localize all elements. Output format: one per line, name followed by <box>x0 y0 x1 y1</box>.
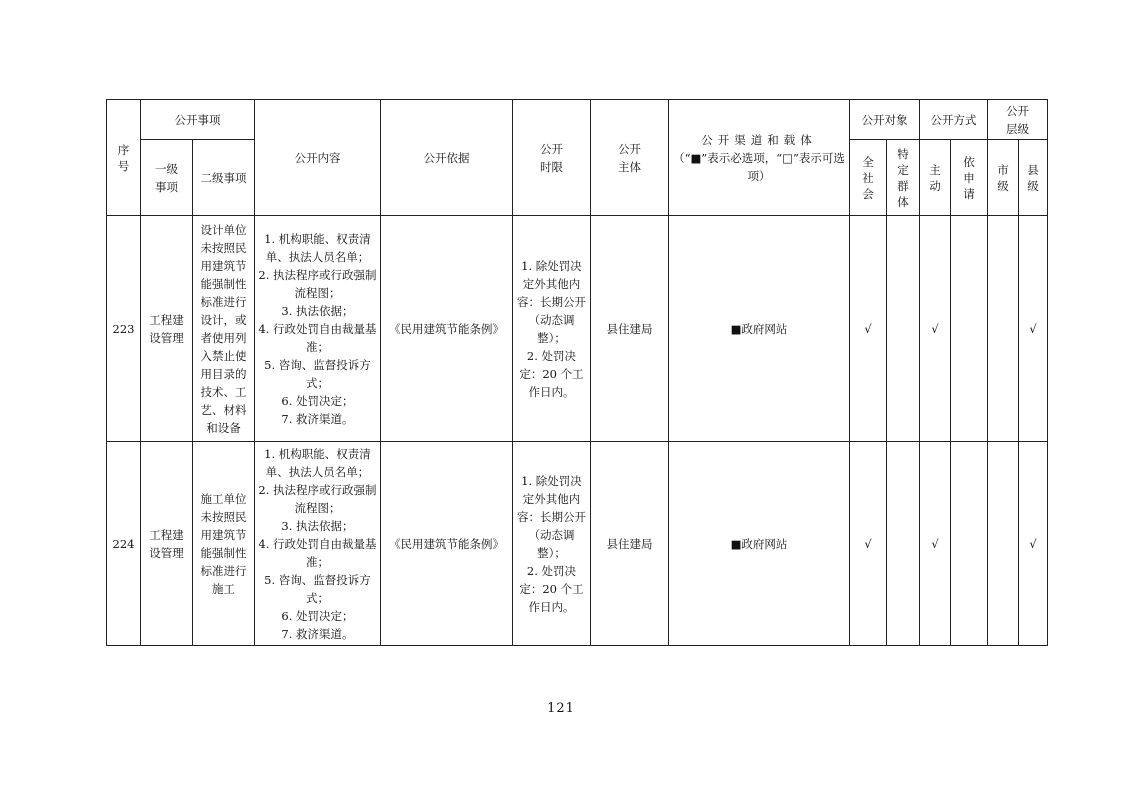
page-number: 121 <box>547 701 575 716</box>
content-item: 1. 机构职能、权责清单、执法人员名单； <box>264 446 371 479</box>
row-content <box>255 442 381 646</box>
content-item: 2. 执法程序或行政强制流程图； <box>258 482 377 515</box>
row-subject: 县住建局 <box>591 216 669 442</box>
header-row-1 <box>107 100 1048 140</box>
header-basis: 公开依据 <box>381 100 513 216</box>
time-limit-item: 2. 处罚决定：20 个工作日内。 <box>519 563 584 614</box>
row-seq: 223 <box>107 216 141 442</box>
time-limit-item: 2. 处罚决定：20 个工作日内。 <box>519 348 584 399</box>
header-audience-specific: 特定群体 <box>887 140 920 216</box>
row-level1: 工程建设管理 <box>141 216 193 442</box>
row-method-request <box>951 442 988 646</box>
row-time-limit <box>513 442 591 646</box>
row-audience-specific <box>887 216 920 442</box>
channel-title: 公开渠道和载体 <box>701 132 817 147</box>
header-method-group: 公开方式 <box>920 100 988 140</box>
table-row <box>107 442 1048 646</box>
row-level2: 施工单位未按照民用建筑节能强制性标准进行施工 <box>193 442 255 646</box>
header-audience-all: 全社会 <box>850 140 887 216</box>
row-channel: ■政府网站 <box>669 216 850 442</box>
header-channel <box>669 100 850 216</box>
channel-note: （“■”表示必选项，“□”表示可选项） <box>673 150 845 183</box>
row-level1: 工程建设管理 <box>141 442 193 646</box>
content-item: 6. 处罚决定； <box>281 393 354 408</box>
header-level-group: 公开层级 <box>988 100 1048 140</box>
row-method-active: √ <box>920 442 951 646</box>
content-item: 6. 处罚决定； <box>281 608 354 623</box>
content-item: 5. 咨询、监督投诉方式； <box>264 572 371 605</box>
row-channel: ■政府网站 <box>669 442 850 646</box>
header-audience-group: 公开对象 <box>850 100 920 140</box>
content-item: 4. 行政处罚自由裁量基准； <box>258 321 377 354</box>
row-basis: 《民用建筑节能条例》 <box>381 442 513 646</box>
header-time-limit: 公开时限 <box>513 100 591 216</box>
content-item: 3. 执法依据； <box>281 518 354 533</box>
content-item: 1. 机构职能、权责清单、执法人员名单； <box>264 231 371 264</box>
header-level2: 二级事项 <box>193 140 255 216</box>
row-level-city <box>988 216 1019 442</box>
row-audience-specific <box>887 442 920 646</box>
row-level-city <box>988 442 1019 646</box>
disclosure-table <box>106 99 1048 646</box>
header-method-active: 主动 <box>920 140 951 216</box>
content-item: 4. 行政处罚自由裁量基准； <box>258 536 377 569</box>
row-level-county: √ <box>1019 442 1048 646</box>
row-method-active: √ <box>920 216 951 442</box>
content-item: 7. 救济渠道。 <box>281 411 354 426</box>
content-item: 7. 救济渠道。 <box>281 626 354 641</box>
row-audience-all: √ <box>850 216 887 442</box>
row-method-request <box>951 216 988 442</box>
header-subject: 公开主体 <box>591 100 669 216</box>
row-seq: 224 <box>107 442 141 646</box>
row-content <box>255 216 381 442</box>
time-limit-item: 1. 除处罚决定外其他内容：长期公开（动态调整）； <box>517 258 586 345</box>
table-row <box>107 216 1048 442</box>
header-seq: 序号 <box>107 100 141 216</box>
row-level-county: √ <box>1019 216 1048 442</box>
row-subject: 县住建局 <box>591 442 669 646</box>
header-level1: 一级事项 <box>141 140 193 216</box>
header-method-request: 依申请 <box>951 140 988 216</box>
content-item: 5. 咨询、监督投诉方式； <box>264 357 371 390</box>
header-content: 公开内容 <box>255 100 381 216</box>
row-level2: 设计单位未按照民用建筑节能强制性标准进行设计，或者使用列入禁止使用目录的技术、工艺、材料和设备 <box>193 216 255 442</box>
content-item: 2. 执法程序或行政强制流程图； <box>258 267 377 300</box>
header-level-city: 市级 <box>988 140 1019 216</box>
row-audience-all: √ <box>850 442 887 646</box>
content-item: 3. 执法依据； <box>281 303 354 318</box>
row-time-limit <box>513 216 591 442</box>
header-matter-group: 公开事项 <box>141 100 255 140</box>
header-level-county: 县级 <box>1019 140 1048 216</box>
row-basis: 《民用建筑节能条例》 <box>381 216 513 442</box>
time-limit-item: 1. 除处罚决定外其他内容：长期公开（动态调整）； <box>517 473 586 560</box>
